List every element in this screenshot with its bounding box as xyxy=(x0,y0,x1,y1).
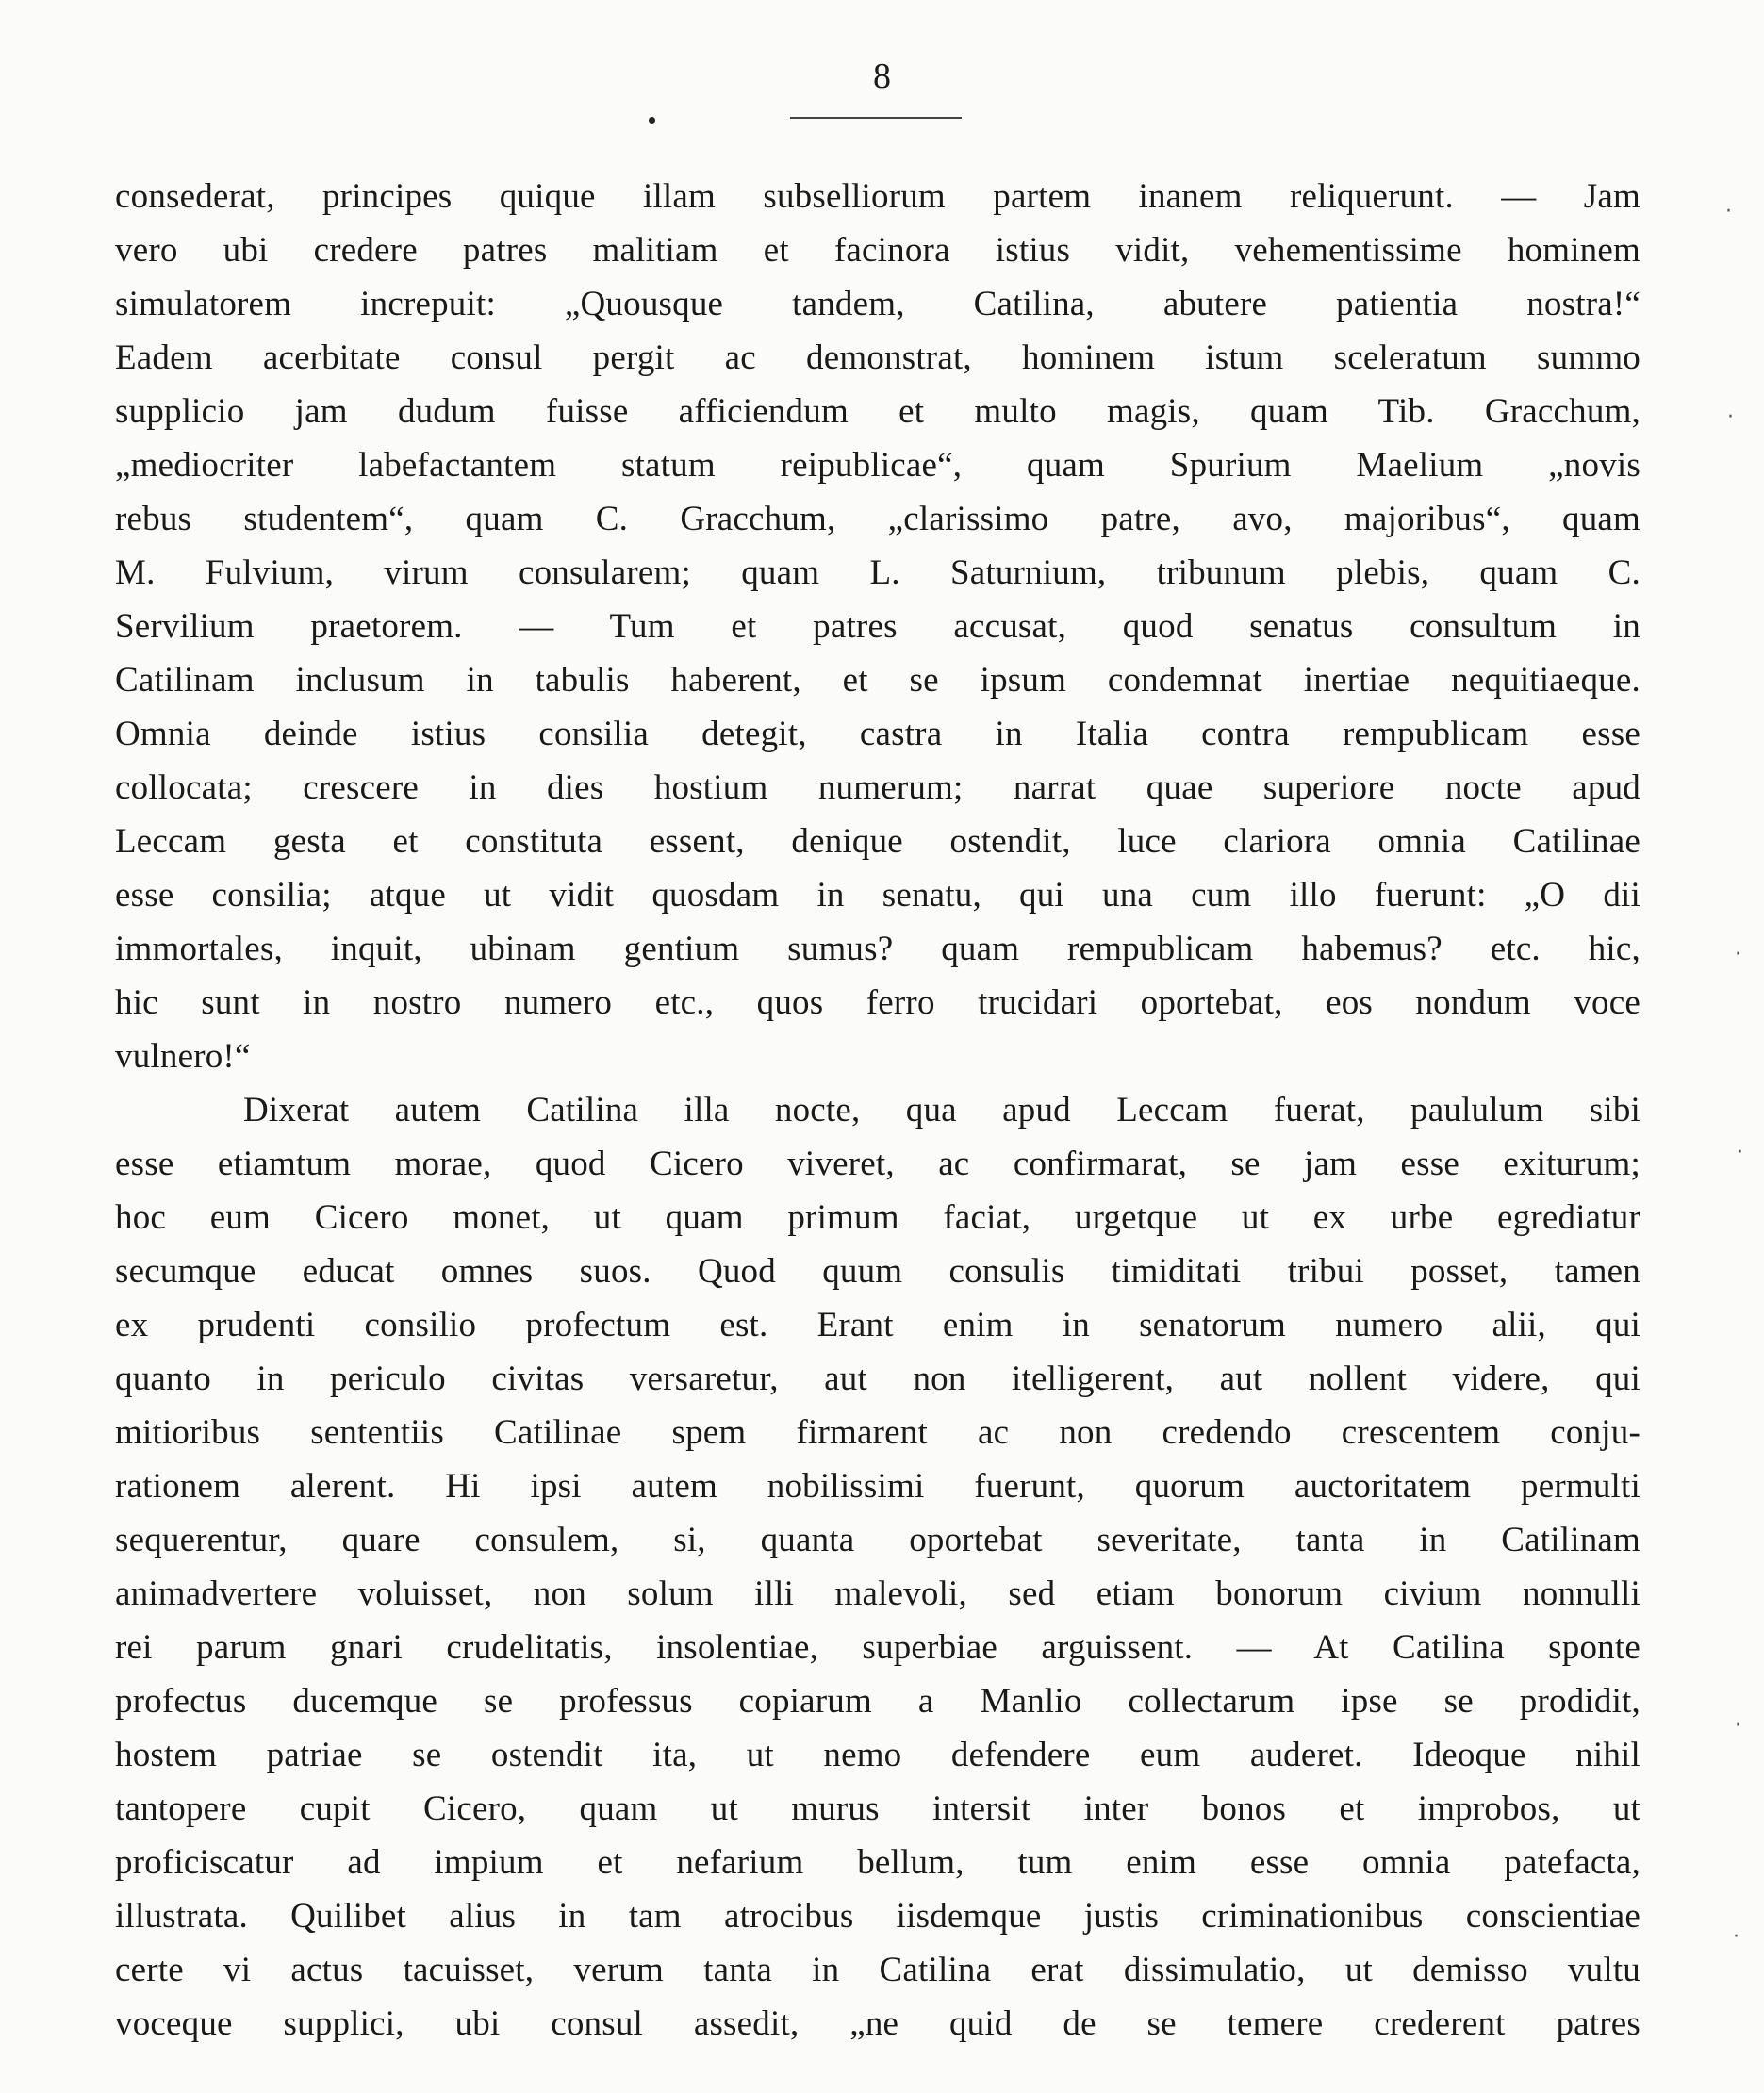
text-line: Servilium praetorem. — Tum et patres accusat, quod senatus consultum in xyxy=(115,607,1640,646)
text-line: Dixerat autem Catilina illa nocte, qua apud Leccam fuerat, paululum sibi xyxy=(243,1091,1640,1129)
text-line: proficiscatur ad impium et nefarium bellum, tum enim esse omnia patefacta, xyxy=(115,1843,1640,1882)
margin-speck: · xyxy=(1735,943,1741,966)
text-line: quanto in periculo civitas versaretur, aut non itelligerent, aut nollent videre, qui xyxy=(115,1360,1640,1398)
text-line: certe vi actus tacuisset, verum tanta in Catilina erat dissimulatio, ut demisso vultu xyxy=(115,1951,1640,1989)
text-line: esse etiamtum morae, quod Cicero viveret, ac confirmarat, se jam esse exiturum; xyxy=(115,1145,1640,1183)
margin-speck: · xyxy=(1725,200,1732,223)
margin-speck: · xyxy=(1735,1714,1741,1738)
text-line: consederat, principes quique illam subselliorum partem inanem reliquerunt. — Jam xyxy=(115,177,1640,216)
text-line: Eadem acerbitate consul pergit ac demonstrat, hominem istum sceleratum summo xyxy=(115,338,1640,377)
text-line: „mediocriter labefactantem statum reipublicae“, quam Spurium Maelium „novis xyxy=(115,446,1640,485)
text-line: hostem patriae se ostendit ita, ut nemo defendere eum auderet. Ideoque nihil xyxy=(115,1736,1640,1774)
margin-speck: · xyxy=(1733,1925,1739,1949)
text-line: sequerentur, quare consulem, si, quanta oportebat severitate, tanta in Catilinam xyxy=(115,1521,1640,1559)
header-dot xyxy=(649,117,655,124)
text-line: M. Fulvium, virum consularem; quam L. Saturnium, tribunum plebis, quam C. xyxy=(115,553,1640,592)
text-line: ex prudenti consilio profectum est. Erant enim in senatorum numero alii, qui xyxy=(115,1306,1640,1344)
text-line: collocata; crescere in dies hostium numerum; narrat quae superiore nocte apud xyxy=(115,768,1640,807)
text-line: animadvertere voluisset, non solum illi malevoli, sed etiam bonorum civium nonnulli xyxy=(115,1574,1640,1613)
text-line: profectus ducemque se professus copiarum a Manlio collectarum ipse se prodidit, xyxy=(115,1682,1640,1721)
body-text xyxy=(115,170,1640,2051)
text-line: vero ubi credere patres malitiam et facinora istius vidit, vehementissime hominem xyxy=(115,231,1640,270)
text-line: mitioribus sententiis Catilinae spem firmarent ac non credendo crescentem conju- xyxy=(115,1413,1640,1452)
text-line: rebus studentem“, quam C. Gracchum, „clarissimo patre, avo, majoribus“, quam xyxy=(115,500,1640,538)
paragraph-2 xyxy=(115,1083,1640,2051)
text-line: vulnero!“ xyxy=(115,1037,251,1076)
text-line: rei parum gnari crudelitatis, insolentiae, superbiae arguissent. — At Catilina sponte xyxy=(115,1628,1640,1667)
text-line: tantopere cupit Cicero, quam ut murus intersit inter bonos et improbos, ut xyxy=(115,1789,1640,1828)
text-line: Omnia deinde istius consilia detegit, castra in Italia contra rempublicam esse xyxy=(115,715,1640,753)
header-rule xyxy=(790,117,962,119)
text-line: voceque supplici, ubi consul assedit, „ne quid de se temere crederent patres xyxy=(115,2004,1640,2043)
text-line: secumque educat omnes suos. Quod quum consulis timiditati tribui posset, tamen xyxy=(115,1252,1640,1291)
margin-speck: · xyxy=(1727,405,1734,429)
paragraph-1 xyxy=(115,170,1640,1083)
margin-speck: · xyxy=(1737,1141,1743,1164)
text-line: immortales, inquit, ubinam gentium sumus? quam rempublicam habemus? etc. hic, xyxy=(115,930,1640,968)
text-line: esse consilia; atque ut vidit quosdam in senatu, qui una cum illo fuerunt: „O dii xyxy=(115,876,1640,915)
text-line: simulatorem increpuit: „Quousque tandem, Catilina, abutere patientia nostra!“ xyxy=(115,285,1640,323)
text-line: rationem alerent. Hi ipsi autem nobilissimi fuerunt, quorum auctoritatem permulti xyxy=(115,1467,1640,1506)
text-line: hoc eum Cicero monet, ut quam primum faciat, urgetque ut ex urbe egrediatur xyxy=(115,1198,1640,1237)
text-line: illustrata. Quilibet alius in tam atrocibus iisdemque justis criminationibus conscientiae xyxy=(115,1897,1640,1936)
text-line: Leccam gesta et constituta essent, denique ostendit, luce clariora omnia Catilinae xyxy=(115,822,1640,861)
page-number: 8 xyxy=(873,57,891,96)
text-line: supplicio jam dudum fuisse afficiendum et multo magis, quam Tib. Gracchum, xyxy=(115,392,1640,431)
text-line: Catilinam inclusum in tabulis haberent, et se ipsum condemnat inertiae nequitiaeque. xyxy=(115,661,1640,700)
text-line: hic sunt in nostro numero etc., quos ferro trucidari oportebat, eos nondum voce xyxy=(115,983,1640,1022)
